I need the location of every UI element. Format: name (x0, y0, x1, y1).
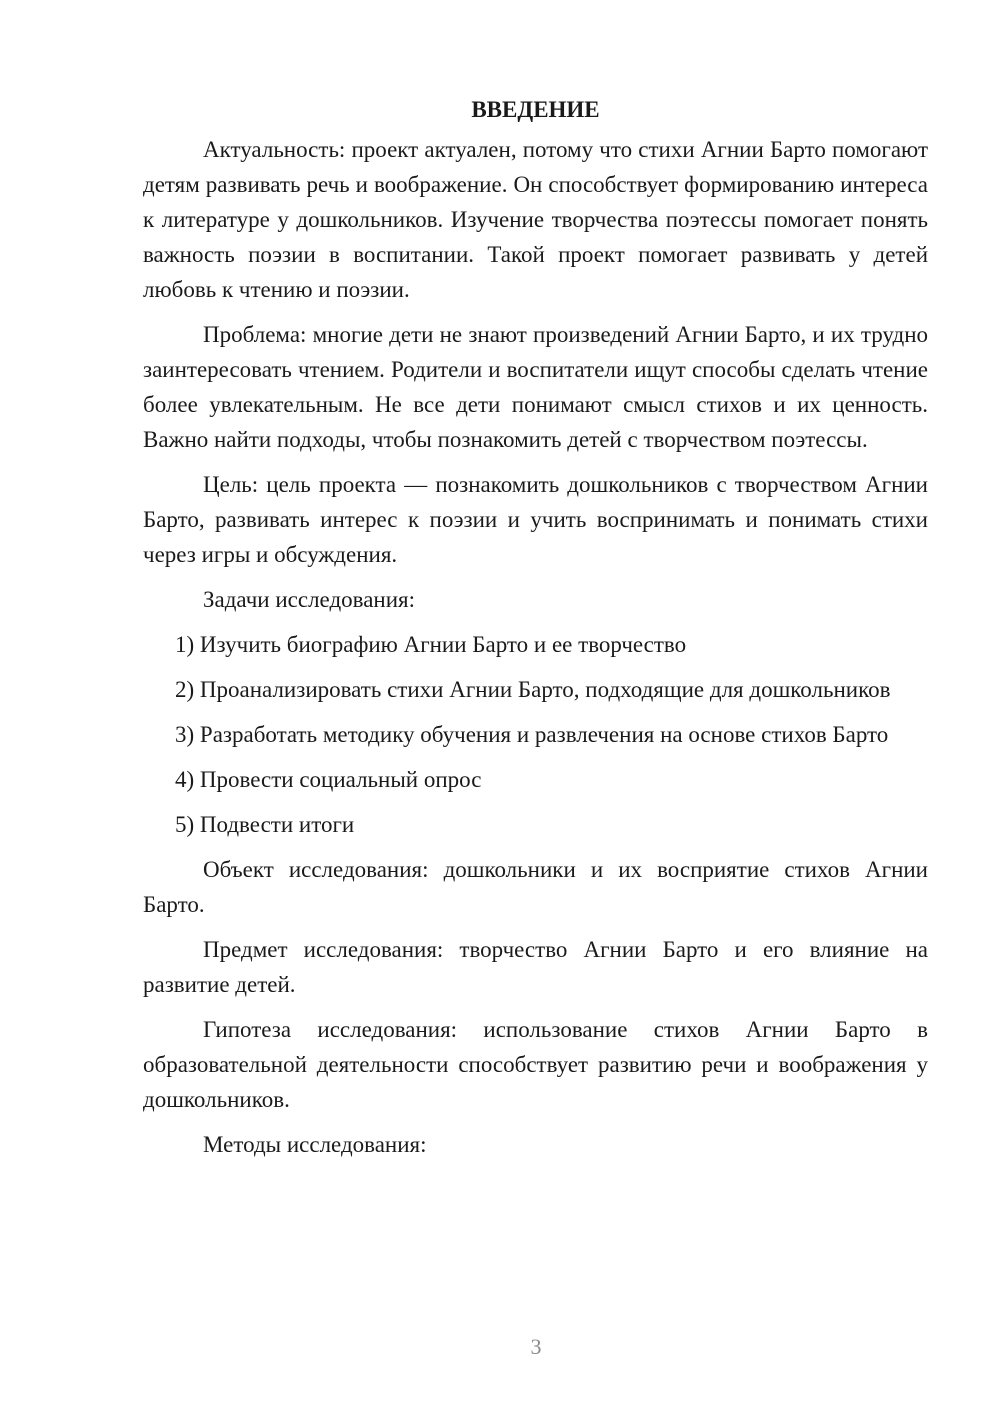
page-title: ВВЕДЕНИЕ (471, 97, 600, 122)
methods-heading: Методы исследования: (203, 1132, 427, 1157)
object-paragraph: Объект исследования: дошкольники и их восприятие стихов Агнии Барто. (143, 857, 928, 917)
task-item-2: 2) Проанализировать стихи Агнии Барто, подходящие для дошкольников (175, 677, 891, 702)
tasks-heading: Задачи исследования: (203, 587, 416, 612)
subject-paragraph: Предмет исследования: творчество Агнии Барто и его влияние на развитие детей. (143, 937, 928, 997)
page-number: 3 (530, 1334, 542, 1359)
task-item-4: 4) Провести социальный опрос (175, 767, 482, 792)
hypothesis-paragraph: Гипотеза исследования: использование стихов Агнии Барто в образовательной деятельности способствует развитию речи и воображения у дошкольников. (143, 1017, 928, 1112)
document-page (143, 92, 928, 1172)
problem-paragraph: Проблема: многие дети не знают произведений Агнии Барто, и их трудно заинтересовать чтением. Родители и воспитатели ищут способы сделать чтение более увлекательным. Не все дети понимают смысл стихов и их ценность. Важно найти подходы, чтобы познакомить детей с творчеством поэтессы. (143, 322, 928, 452)
relevance-paragraph: Актуальность: проект актуален, потому что стихи Агнии Барто помогают детям развивать речь и воображение. Он способствует формированию интереса к литературе у дошкольников. Изучение творчества поэтессы помогает понять важность поэзии в воспитании. Такой проект помогает развивать у детей любовь к чтению и поэзии. (143, 137, 928, 302)
task-item-5: 5) Подвести итоги (175, 812, 355, 837)
goal-paragraph: Цель: цель проекта — познакомить дошкольников с творчеством Агнии Барто, развивать интерес к поэзии и учить воспринимать и понимать стихи через игры и обсуждения. (143, 472, 928, 567)
task-item-1: 1) Изучить биографию Агнии Барто и ее творчество (175, 632, 687, 657)
task-item-3: 3) Разработать методику обучения и развлечения на основе стихов Барто (175, 722, 889, 747)
